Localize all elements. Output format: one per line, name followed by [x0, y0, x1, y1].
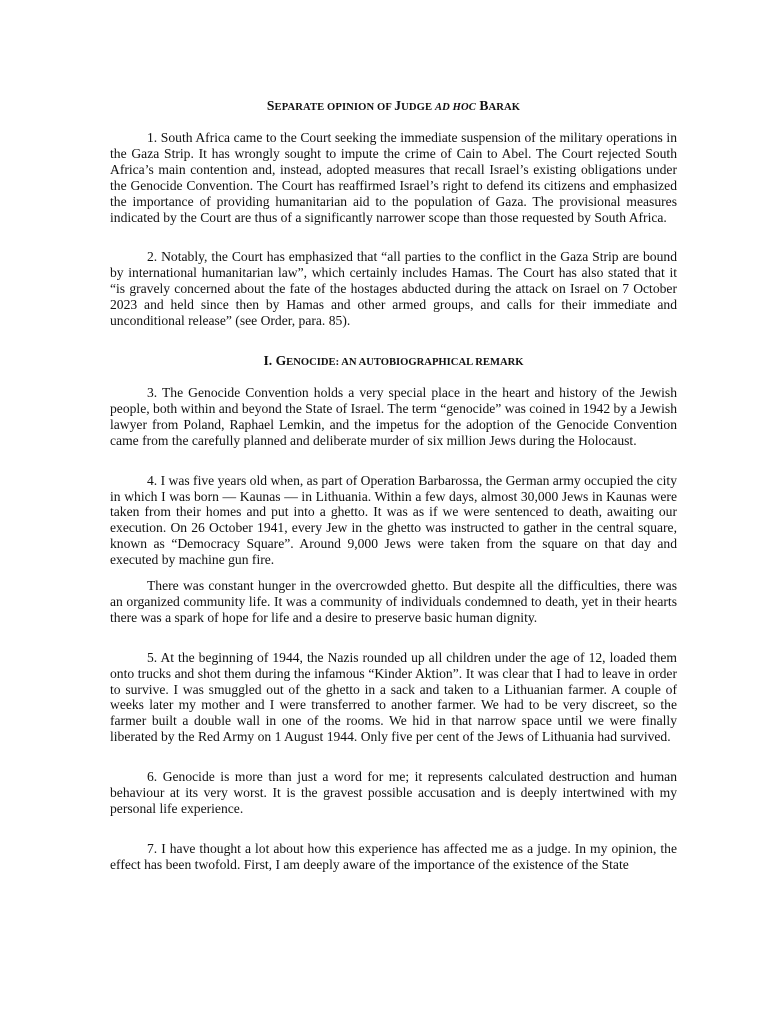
paragraph-5: 5. At the beginning of 1944, the Nazis rounded up all children under the age of 12, loaded them onto trucks and shot them during the infamous “Kinder Aktion”. It was clear that I had to leave in order to survive. I was smuggled out of the ghetto in a sack and taken to a Lithuanian farmer. A couple of weeks later my mother and I were transferred to another farmer. We had to be very discreet, so the farmer built a double wall in one of the rooms. We hid in that narrow space until we were finally liberated by the Red Army on 1 August 1944. Only five per cent of the Jews of Lithuania had survived. — [110, 649, 677, 745]
section-heading-genocide — [110, 353, 677, 371]
opinion-title — [110, 98, 677, 116]
section-title: ENOCIDE: AN AUTOBIOGRAPHICAL REMARK — [286, 356, 524, 368]
title-ad-hoc: AD HOC — [434, 102, 476, 113]
title-barak: ARAK — [488, 102, 521, 113]
title-separate-opinion: EPARATE OPINION OF — [274, 102, 395, 113]
title-judge: UDGE — [401, 102, 435, 113]
section-number: I. G — [263, 352, 287, 368]
paragraph-4: 4. I was five years old when, as part of Operation Barbarossa, the German army occupied the city in which I was born — Kaunas — in Lithuania. Within a few days, almost 30,000 Jews in Kaunas were taken from their homes and put into a ghetto. It was as if we were sentenced to death, awaiting our execution. On 26 October 1941, every Jew in the ghetto was instructed to gather in the central square, known as “Democracy Square”. Around 9,000 Jews were taken from the square on that day and executed by machine gun fire. — [110, 472, 677, 568]
paragraph-2: 2. Notably, the Court has emphasized that “all parties to the conflict in the Gaza Strip are bound by international humanitarian law”, which certainly includes Hamas. The Court has also stated that it “is gravely concerned about the fate of the hostages abducted during the attack on Israel on 7 October 2023 and held since then by Hamas and other armed groups, and calls for their immediate and unconditional release” (see Order, para. 85). — [110, 249, 677, 329]
paragraph-4-continued: There was constant hunger in the overcrowded ghetto. But despite all the difficulties, there was an organized community life. It was a community of individuals condemned to death, yet in their hearts there was a spark of hope for life and a desire to preserve basic human dignity. — [110, 578, 677, 625]
title-initial-j: J — [394, 98, 402, 113]
title-initial-s: S — [266, 98, 275, 113]
title-initial-b: B — [475, 98, 489, 113]
document-page — [110, 98, 677, 873]
paragraph-6: 6. Genocide is more than just a word for me; it represents calculated destruction and human behaviour at its very worst. It is the gravest possible accusation and is deeply intertwined with my personal life experience. — [110, 769, 677, 816]
paragraph-1: 1. South Africa came to the Court seeking the immediate suspension of the military operations in the Gaza Strip. It has wrongly sought to impute the crime of Cain to Abel. The Court rejected South Africa’s main contention and, instead, adopted measures that recall Israel’s existing obligations under the Genocide Convention. The Court has reaffirmed Israel’s right to defend its citizens and emphasized the importance of providing humanitarian aid to the population of Gaza. The provisional measures indicated by the Court are thus of a significantly narrower scope than those requested by South Africa. — [110, 130, 677, 225]
paragraph-7: 7. I have thought a lot about how this experience has affected me as a judge. In my opinion, the effect has been twofold. First, I am deeply aware of the importance of the existence of the State — [110, 840, 677, 872]
paragraph-3: 3. The Genocide Convention holds a very special place in the heart and history of the Jewish people, both within and beyond the State of Israel. The term “genocide” was coined in 1942 by a Jewish lawyer from Poland, Raphael Lemkin, and the impetus for the adoption of the Genocide Convention came from the carefully planned and deliberate murder of six million Jews during the Holocaust. — [110, 384, 677, 448]
